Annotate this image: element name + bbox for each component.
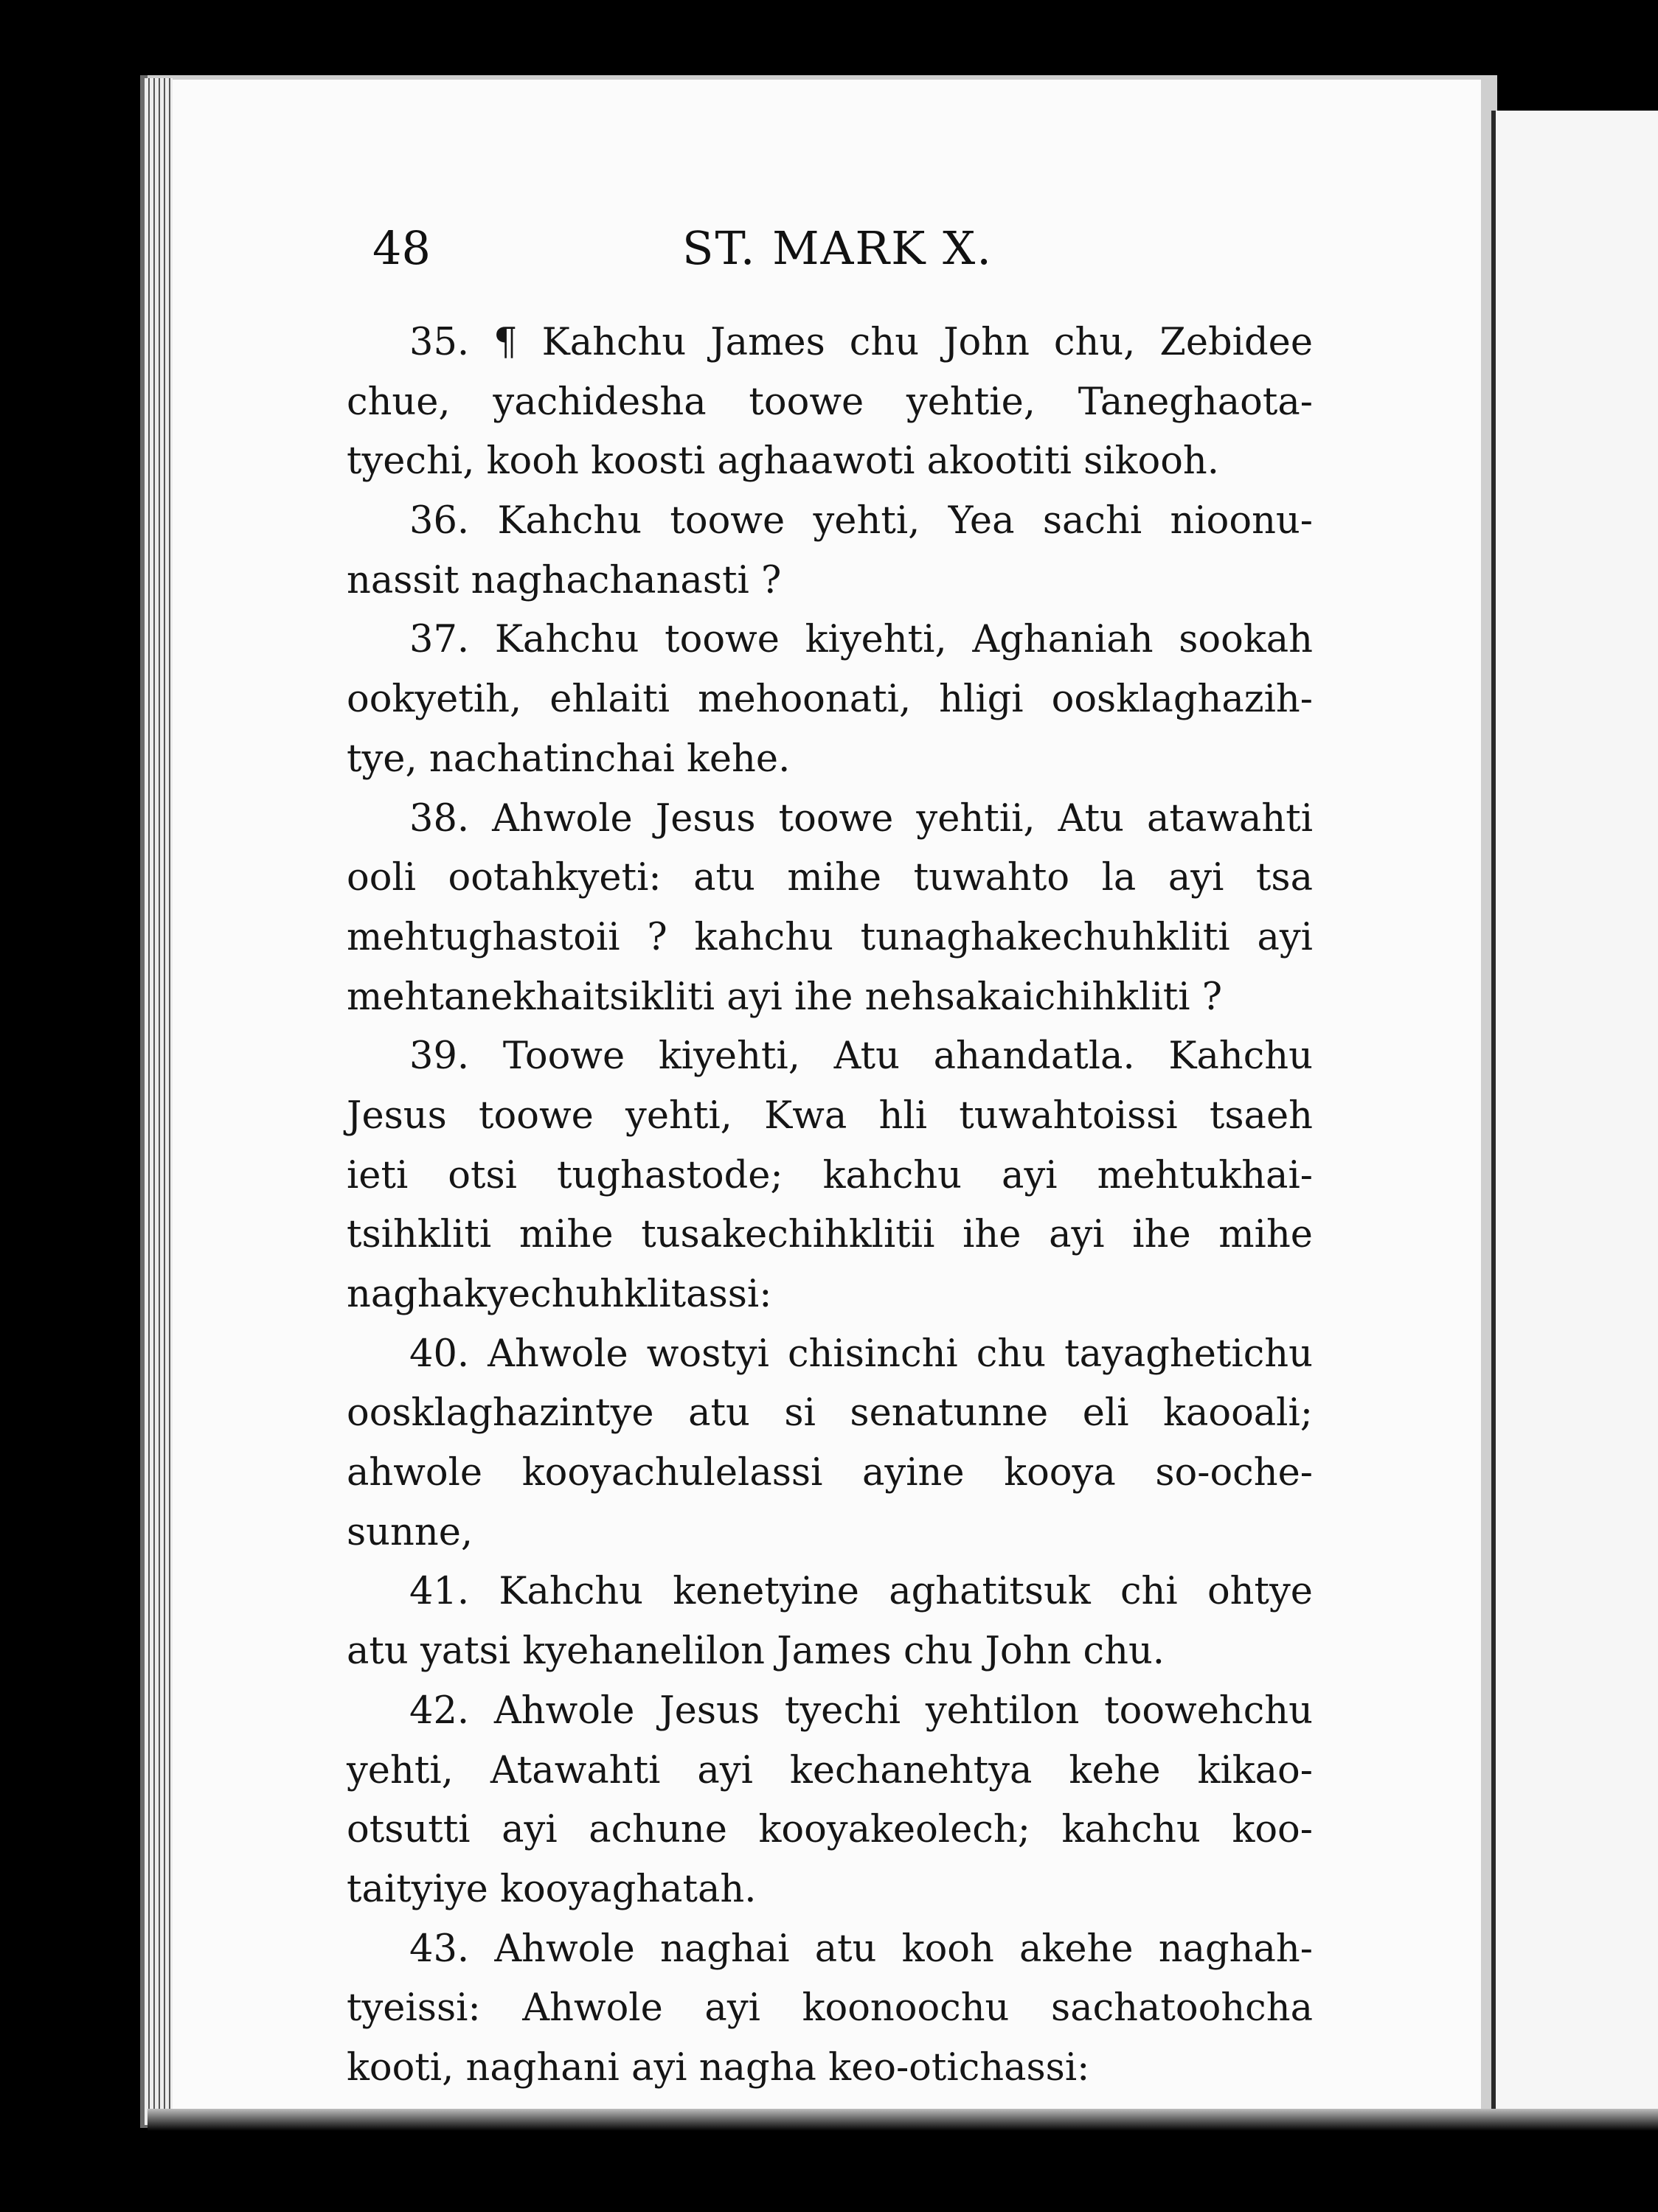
verse-43-line: kooti, naghani ayi nagha keo-otichassi: <box>347 2045 1090 2090</box>
verse-41-line: 41. Kahchu kenetyine aghatitsuk chi ohtye <box>409 1570 1313 1614</box>
verse-39-line: tsihkliti mihe tusakechihklitii ihe ayi ihe mihe <box>347 1213 1313 1257</box>
page-binding <box>145 78 173 2125</box>
bottom-page-shadow <box>148 2109 1658 2131</box>
verse-text-block <box>347 313 1313 2098</box>
facing-page-edge <box>1491 111 1658 2131</box>
verse-38-line: 38. Ahwole Jesus toowe yehtii, Atu atawahti <box>409 796 1313 841</box>
verse-38-line: ooli ootahkyeti: atu mihe tuwahto la ayi tsa <box>347 856 1313 900</box>
verse-42-line: yehti, Atawahti ayi kechanehtya kehe kikao- <box>347 1748 1313 1792</box>
verse-40-line: sunne, <box>347 1510 474 1554</box>
verse-42-line: 42. Ahwole Jesus tyechi yehtilon toowehchu <box>409 1688 1313 1733</box>
verse-40-line: 40. Ahwole wostyi chisinchi chu tayaghetichu <box>409 1332 1313 1376</box>
chapter-title: ST. MARK X. <box>682 221 993 275</box>
verse-37-line: ookyetih, ehlaiti mehoonati, hligi oosklaghazih- <box>347 678 1313 722</box>
verse-35-line: tyechi, kooh koosti aghaawoti akootiti sikooh. <box>347 439 1219 484</box>
verse-42-line: taityiye kooyaghatah. <box>347 1867 757 1911</box>
verse-38-line: mehtughastoii ? kahchu tunaghakechuhkliti ayi <box>347 915 1313 959</box>
verse-35-line: chue, yachidesha toowe yehtie, Taneghaota- <box>347 380 1313 424</box>
verse-37-line: tye, nachatinchai kehe. <box>347 737 791 781</box>
verse-39-line: ieti otsi tughastode; kahchu ayi mehtukhai- <box>347 1153 1313 1197</box>
verse-35-line: 35. ¶ Kahchu James chu John chu, Zebidee <box>409 321 1313 364</box>
verse-40-line: oosklaghazintye atu si senatunne eli kaooali; <box>347 1391 1313 1436</box>
verse-40-line: ahwole kooyachulelassi ayine kooya so-oche- <box>347 1451 1313 1495</box>
page-number: 48 <box>372 221 431 275</box>
verse-39-line: naghakyechuhklitassi: <box>347 1273 772 1316</box>
verse-39-line: 39. Toowe kiyehti, Atu ahandatla. Kahchu <box>409 1034 1313 1079</box>
running-head <box>372 221 1390 280</box>
verse-41-line: atu yatsi kyehanelilon James chu John chu. <box>347 1630 1165 1674</box>
verse-43-line: tyeissi: Ahwole ayi koonoochu sachatoohcha <box>347 1986 1313 2031</box>
verse-43-line: 43. Ahwole naghai atu kooh akehe naghah- <box>409 1927 1313 1971</box>
verse-36-line: 36. Kahchu toowe yehti, Yea sachi nioonu- <box>409 499 1313 543</box>
verse-36-line: nassit naghachanasti ? <box>347 558 782 602</box>
verse-37-line: 37. Kahchu toowe kiyehti, Aghaniah sookah <box>409 618 1313 662</box>
verse-38-line: mehtanekhaitsikliti ayi ihe nehsakaichihkliti ? <box>347 975 1223 1019</box>
verse-42-line: otsutti ayi achune kooyakeolech; kahchu koo- <box>347 1808 1313 1852</box>
verse-39-line: Jesus toowe yehti, Kwa hli tuwahtoissi tsaeh <box>347 1093 1313 1138</box>
